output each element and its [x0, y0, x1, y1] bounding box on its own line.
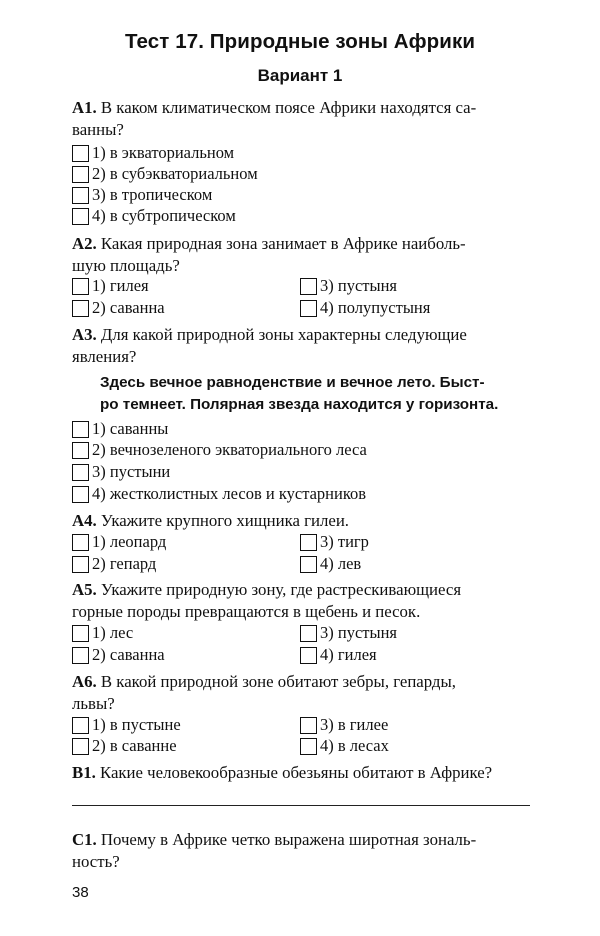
- question-number: А3.: [72, 325, 97, 344]
- question-text-cont: шую площадь?: [72, 256, 180, 275]
- option-label: 1) гилея: [92, 276, 149, 295]
- checkbox[interactable]: [72, 421, 89, 438]
- option-label: 3) пустыни: [92, 462, 171, 481]
- checkbox[interactable]: [300, 300, 317, 317]
- question-a3: [72, 324, 532, 368]
- checkbox[interactable]: [72, 738, 89, 755]
- option-a4-1[interactable]: [72, 532, 166, 552]
- option-label: 1) леопард: [92, 532, 167, 551]
- question-text-cont: львы?: [72, 694, 115, 713]
- question-text: В каком климатическом поясе Африки находятся са-: [100, 98, 477, 117]
- question-number: А5.: [72, 580, 97, 599]
- checkbox[interactable]: [72, 208, 89, 225]
- option-a1-1[interactable]: [72, 143, 234, 163]
- question-number: А6.: [72, 672, 97, 691]
- option-label: 2) саванна: [92, 645, 165, 664]
- option-label: 4) в субтропическом: [92, 206, 236, 225]
- option-label: 1) в экваториальном: [92, 143, 235, 162]
- option-label: 4) лев: [320, 554, 362, 573]
- checkbox[interactable]: [300, 647, 317, 664]
- option-a3-4[interactable]: [72, 484, 366, 504]
- option-a3-3[interactable]: [72, 462, 170, 482]
- option-label: 3) пустыня: [320, 623, 397, 642]
- variant-heading: Вариант 1: [257, 66, 343, 85]
- checkbox[interactable]: [72, 145, 89, 162]
- option-a1-3[interactable]: [72, 185, 212, 205]
- question-text: В какой природной зоне обитают зебры, гепарды,: [100, 672, 456, 691]
- option-a4-2[interactable]: [72, 554, 156, 574]
- question-number: А4.: [72, 511, 97, 530]
- option-label: 1) саванны: [92, 419, 169, 438]
- quote-line: ро темнеет. Полярная звезда находится у горизонта.: [100, 396, 499, 413]
- checkbox[interactable]: [300, 625, 317, 642]
- checkbox[interactable]: [72, 647, 89, 664]
- option-a2-2[interactable]: [72, 298, 165, 318]
- checkbox[interactable]: [72, 534, 89, 551]
- checkbox[interactable]: [72, 300, 89, 317]
- checkbox[interactable]: [300, 717, 317, 734]
- option-label: 3) пустыня: [320, 276, 397, 295]
- checkbox[interactable]: [72, 278, 89, 295]
- question-b1: [72, 762, 532, 784]
- question-c1: [72, 829, 532, 873]
- question-text: Какие человекообразные обезьяны обитают в Африке?: [99, 763, 493, 782]
- option-a5-2[interactable]: [72, 645, 165, 665]
- question-number: В1.: [72, 763, 96, 782]
- option-label: 3) в гилее: [320, 715, 389, 734]
- question-text: Укажите природную зону, где растрескивающиеся: [100, 580, 462, 599]
- option-label: 2) в саванне: [92, 736, 177, 755]
- question-text: Для какой природной зоны характерны следующие: [100, 325, 467, 344]
- checkbox[interactable]: [300, 278, 317, 295]
- option-a2-4[interactable]: [300, 298, 430, 318]
- option-a5-1[interactable]: [72, 623, 133, 643]
- option-a3-2[interactable]: [72, 440, 367, 460]
- question-number: А2.: [72, 234, 97, 253]
- option-a2-1[interactable]: [72, 276, 149, 296]
- question-number: А1.: [72, 98, 97, 117]
- checkbox[interactable]: [72, 556, 89, 573]
- option-label: 2) гепард: [92, 554, 157, 573]
- option-a4-4[interactable]: [300, 554, 361, 574]
- checkbox[interactable]: [72, 625, 89, 642]
- option-a6-1[interactable]: [72, 715, 181, 735]
- option-label: 4) жестколистных лесов и кустарников: [92, 484, 367, 503]
- quote-line: Здесь вечное равноденствие и вечное лето. Быст-: [100, 374, 485, 391]
- option-label: 2) вечнозеленого экваториального леса: [92, 440, 367, 459]
- page-title: Тест 17. Природные зоны Африки: [124, 30, 476, 53]
- option-label: 4) полупустыня: [320, 298, 431, 317]
- checkbox[interactable]: [72, 717, 89, 734]
- option-a1-2[interactable]: [72, 164, 258, 184]
- question-text-cont: ность?: [72, 852, 120, 871]
- option-a5-3[interactable]: [300, 623, 397, 643]
- option-a4-3[interactable]: [300, 532, 369, 552]
- option-label: 1) лес: [92, 623, 134, 642]
- option-label: 1) в пустыне: [92, 715, 181, 734]
- question-a2: [72, 233, 532, 277]
- option-label: 2) саванна: [92, 298, 165, 317]
- question-text-cont: горные породы превращаются в щебень и песок.: [72, 602, 421, 621]
- option-label: 4) гилея: [320, 645, 377, 664]
- question-text: Какая природная зона занимает в Африке наиболь-: [100, 234, 466, 253]
- question-number: С1.: [72, 830, 97, 849]
- option-a1-4[interactable]: [72, 206, 236, 226]
- option-a5-4[interactable]: [300, 645, 377, 665]
- page-number: 38: [72, 884, 89, 901]
- question-a1: [72, 97, 532, 141]
- checkbox[interactable]: [72, 187, 89, 204]
- answer-line[interactable]: [72, 805, 530, 806]
- checkbox[interactable]: [72, 442, 89, 459]
- option-label: 3) тигр: [320, 532, 369, 551]
- question-text-cont: явления?: [72, 347, 137, 366]
- option-a3-1[interactable]: [72, 419, 168, 439]
- option-label: 2) в субэкваториальном: [92, 164, 258, 183]
- question-a3-quote: [100, 372, 528, 416]
- option-label: 3) в тропическом: [92, 185, 213, 204]
- question-a6: [72, 671, 532, 715]
- checkbox[interactable]: [72, 464, 89, 481]
- question-text: Укажите крупного хищника гилеи.: [100, 511, 350, 530]
- checkbox[interactable]: [300, 534, 317, 551]
- checkbox[interactable]: [300, 738, 317, 755]
- option-a6-3[interactable]: [300, 715, 388, 735]
- question-a5: [72, 579, 532, 623]
- question-a4: [72, 510, 532, 532]
- checkbox[interactable]: [72, 166, 89, 183]
- option-a6-4[interactable]: [300, 736, 389, 756]
- question-text: Почему в Африке четко выражена широтная зональ-: [100, 830, 477, 849]
- checkbox[interactable]: [72, 486, 89, 503]
- question-text-cont: ванны?: [72, 120, 124, 139]
- checkbox[interactable]: [300, 556, 317, 573]
- option-a2-3[interactable]: [300, 276, 397, 296]
- option-a6-2[interactable]: [72, 736, 177, 756]
- option-label: 4) в лесах: [320, 736, 389, 755]
